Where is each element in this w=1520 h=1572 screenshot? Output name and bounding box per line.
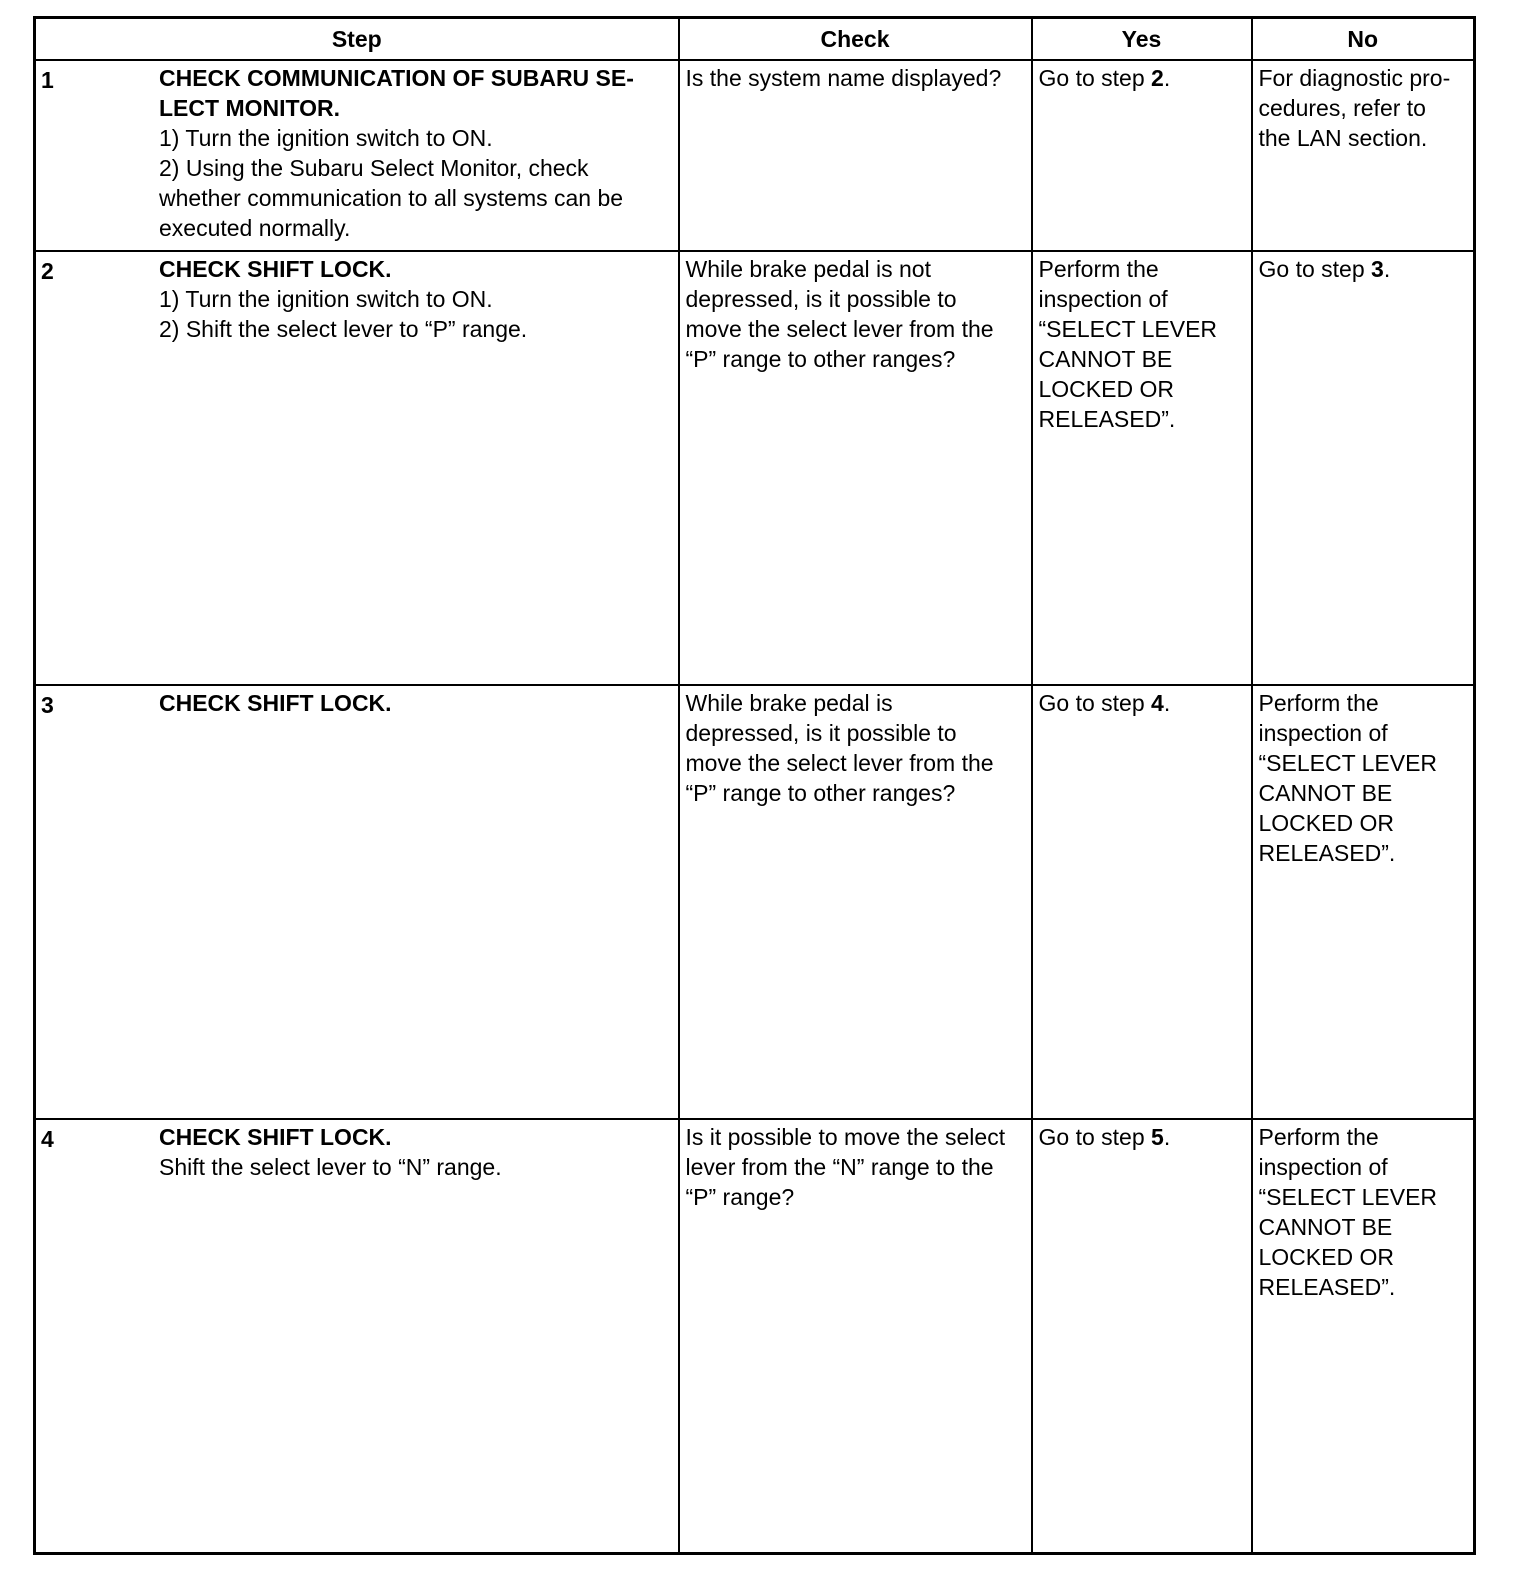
no-text: RELEASED”. xyxy=(1258,1274,1396,1300)
step-title: CHECK SHIFT LOCK. xyxy=(159,256,392,282)
no-text: Go to step xyxy=(1258,256,1372,282)
check-text: Is the system name displayed? xyxy=(685,65,1002,91)
no-text: cedures, refer to xyxy=(1258,95,1426,121)
table-row xyxy=(35,1119,1475,1554)
check-text: Is it possible to move the select xyxy=(685,1124,1006,1150)
step-instruction: 2) Using the Subaru Select Monitor, check xyxy=(159,155,589,181)
step-cell xyxy=(35,1119,679,1554)
step-instruction: 1) Turn the ignition switch to ON. xyxy=(159,286,493,312)
yes-suffix: . xyxy=(1163,690,1171,716)
yes-text: Go to step xyxy=(1038,690,1152,716)
yes-cell xyxy=(1032,1119,1252,1554)
step-instruction: whether communication to all systems can be xyxy=(159,185,624,211)
check-text: move the select lever from the xyxy=(685,750,994,776)
yes-suffix: . xyxy=(1163,65,1171,91)
yes-text: Go to step xyxy=(1038,65,1152,91)
table-row xyxy=(35,251,1475,685)
yes-text: inspection of xyxy=(1038,286,1168,312)
no-text: the LAN section. xyxy=(1258,125,1428,151)
step-title: CHECK SHIFT LOCK. xyxy=(159,690,392,716)
yes-step-ref: 4 xyxy=(1151,690,1164,716)
yes-step-ref: 2 xyxy=(1151,65,1164,91)
step-number: 3 xyxy=(41,692,54,718)
yes-text: RELEASED”. xyxy=(1038,406,1176,432)
no-cell xyxy=(1252,685,1475,1119)
check-text: depressed, is it possible to xyxy=(685,720,957,746)
no-suffix: . xyxy=(1383,256,1391,282)
table-row xyxy=(35,685,1475,1119)
check-text: “P” range to other ranges? xyxy=(685,346,956,372)
no-cell xyxy=(1252,60,1475,251)
step-cell xyxy=(35,60,679,251)
yes-cell xyxy=(1032,685,1252,1119)
table-row xyxy=(35,60,1475,251)
no-text: LOCKED OR xyxy=(1258,810,1394,836)
no-cell xyxy=(1252,251,1475,685)
step-number: 4 xyxy=(41,1126,54,1152)
step-body xyxy=(159,1120,678,1182)
step-number: 1 xyxy=(41,67,54,93)
check-cell xyxy=(679,1119,1032,1554)
header-yes: Yes xyxy=(1032,18,1252,61)
step-instruction: Shift the select lever to “N” range. xyxy=(159,1154,502,1180)
yes-text: Perform the xyxy=(1038,256,1159,282)
step-body xyxy=(159,252,678,344)
yes-text: “SELECT LEVER xyxy=(1038,316,1218,342)
step-cell xyxy=(35,251,679,685)
yes-text: CANNOT BE xyxy=(1038,346,1173,372)
check-text: depressed, is it possible to xyxy=(685,286,957,312)
step-instruction: 1) Turn the ignition switch to ON. xyxy=(159,125,493,151)
no-text: LOCKED OR xyxy=(1258,1244,1394,1270)
yes-text: LOCKED OR xyxy=(1038,376,1174,402)
no-text: CANNOT BE xyxy=(1258,1214,1393,1240)
check-text: While brake pedal is xyxy=(685,690,893,716)
step-title: LECT MONITOR. xyxy=(159,95,341,121)
check-text: “P” range to other ranges? xyxy=(685,780,956,806)
step-instruction: executed normally. xyxy=(159,215,351,241)
yes-step-ref: 5 xyxy=(1151,1124,1164,1150)
step-cell xyxy=(35,685,679,1119)
header-check: Check xyxy=(679,18,1032,61)
check-text: lever from the “N” range to the xyxy=(685,1154,994,1180)
no-text: “SELECT LEVER xyxy=(1258,1184,1438,1210)
header-step: Step xyxy=(35,18,679,61)
check-text: While brake pedal is not xyxy=(685,256,931,282)
no-text: Perform the xyxy=(1258,1124,1379,1150)
yes-cell xyxy=(1032,251,1252,685)
no-cell xyxy=(1252,1119,1475,1554)
check-cell xyxy=(679,685,1032,1119)
no-text: For diagnostic pro- xyxy=(1258,65,1451,91)
step-number: 2 xyxy=(41,258,54,284)
yes-text: Go to step xyxy=(1038,1124,1152,1150)
no-text: CANNOT BE xyxy=(1258,780,1393,806)
check-cell xyxy=(679,60,1032,251)
check-cell xyxy=(679,251,1032,685)
check-text: move the select lever from the xyxy=(685,316,994,342)
no-text: Perform the xyxy=(1258,690,1379,716)
yes-suffix: . xyxy=(1163,1124,1171,1150)
no-text: inspection of xyxy=(1258,1154,1388,1180)
step-body xyxy=(159,686,678,718)
header-row xyxy=(35,18,1475,61)
step-title: CHECK COMMUNICATION OF SUBARU SE- xyxy=(159,65,634,91)
no-text: inspection of xyxy=(1258,720,1388,746)
no-text: “SELECT LEVER xyxy=(1258,750,1438,776)
diagnostic-table xyxy=(33,16,1476,1555)
step-title: CHECK SHIFT LOCK. xyxy=(159,1124,392,1150)
step-body xyxy=(159,61,678,243)
no-text: RELEASED”. xyxy=(1258,840,1396,866)
yes-cell xyxy=(1032,60,1252,251)
check-text: “P” range? xyxy=(685,1184,795,1210)
step-instruction: 2) Shift the select lever to “P” range. xyxy=(159,316,528,342)
header-no: No xyxy=(1252,18,1475,61)
no-step-ref: 3 xyxy=(1371,256,1384,282)
